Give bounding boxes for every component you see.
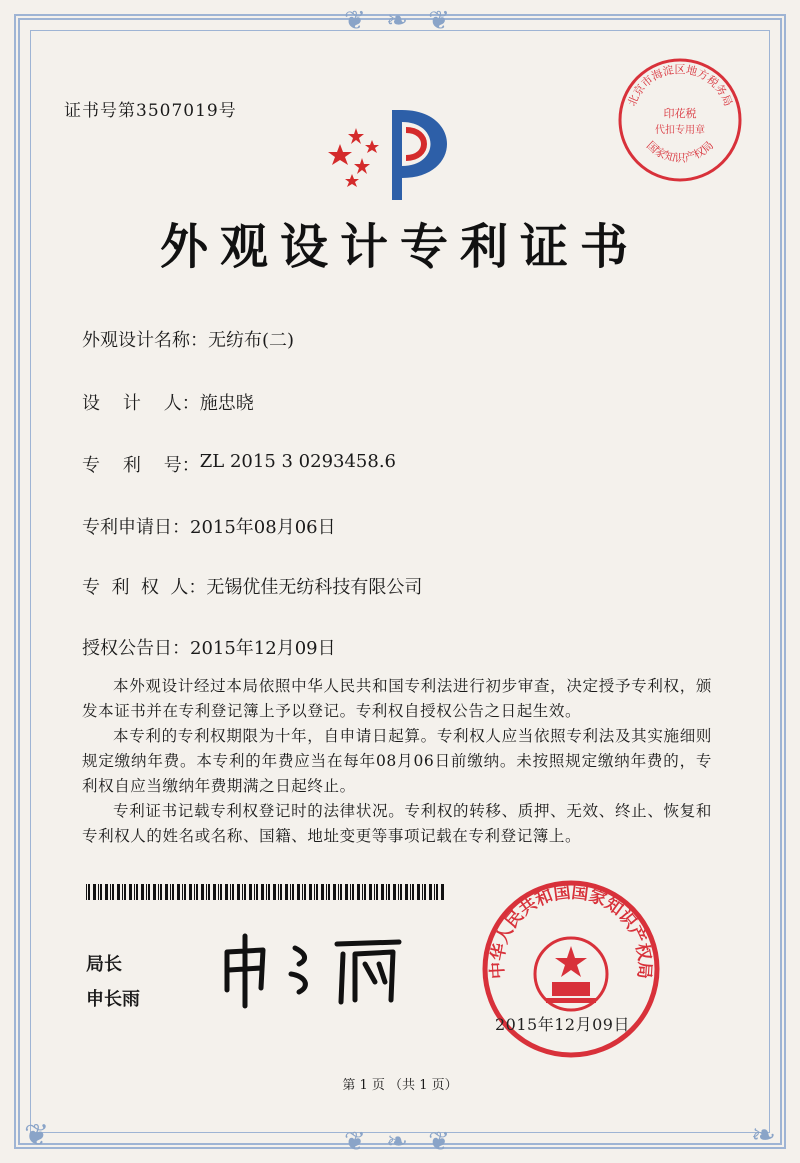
- field-value: 无锡优佳无纺科技有限公司: [206, 577, 423, 598]
- top-ornament-icon: ❦ ❧ ❦: [344, 6, 456, 36]
- corner-ornament-icon: ❦: [24, 1118, 50, 1153]
- field-label: 设 计 人：: [82, 393, 200, 414]
- field-label: 授权公告日：: [82, 638, 190, 659]
- field-label: 专 利 号：: [82, 455, 200, 476]
- bottom-ornament-icon: ❦ ❧ ❦: [344, 1127, 456, 1157]
- svg-text:北京市海淀区地方税务局: [625, 62, 734, 108]
- field-label: 外观设计名称：: [82, 330, 208, 351]
- page-number: 第 1 页 （共 1 页）: [342, 1078, 458, 1093]
- field-label: 专利申请日：: [82, 517, 190, 538]
- field-value: 施忠晓: [199, 393, 254, 414]
- tax-seal-line2: 代扣专用章: [655, 125, 705, 136]
- patent-office-logo-icon: [322, 100, 472, 210]
- svg-text:国家知识产权局: [644, 139, 716, 165]
- field-value: 2015年12月09日: [190, 638, 336, 659]
- barcode-icon: [86, 884, 446, 900]
- body-paragraph: 本外观设计经过本局依照中华人民共和国专利法进行初步审查，决定授予专利权，颁发本证书并在专利登记簿上予以登记。专利权自授权公告之日起生效。: [82, 677, 712, 720]
- field-grant-date: [82, 634, 336, 660]
- tax-seal-outer-text: 北京市海淀区地方税务局: [625, 63, 735, 109]
- body-paragraph: 专利证书记载专利权登记时的法律状况。专利权的转移、质押、无效、终止、恢复和专利权人的姓名或名称、国籍、地址变更等事项记载在专利登记簿上。: [82, 802, 712, 845]
- field-value: 无纺布(二): [208, 330, 295, 351]
- tax-seal-line1: 印花税: [663, 107, 697, 120]
- field-designer: [82, 389, 254, 415]
- field-patentee: [82, 573, 422, 599]
- field-label: 专 利 权 人：: [82, 577, 207, 598]
- director-signature-icon: [215, 930, 415, 1010]
- field-value: ZL 2015 3 0293458.6: [199, 451, 397, 472]
- seal-text: 中华人民共和国国家知识产权局: [487, 882, 655, 980]
- field-patent-number: [82, 451, 396, 477]
- certificate-number: 证书号第3507019号: [64, 101, 237, 121]
- director-name: 申长雨: [86, 989, 140, 1010]
- corner-ornament-icon: ❧: [750, 1118, 776, 1153]
- issue-date: 2015年12月09日: [495, 1015, 630, 1034]
- field-application-date: [82, 513, 336, 539]
- field-design-name: [82, 326, 294, 352]
- certificate-title: 外观设计专利证书: [159, 219, 640, 275]
- tax-seal-bottom-text: 国家知识产权局: [643, 138, 717, 165]
- stamp-duty-seal: [615, 55, 745, 185]
- body-paragraph: 本专利的专利权期限为十年，自申请日起算。专利权人应当依照专利法及其实施细则规定缴纳年费。本专利的年费应当在每年08月06日前缴纳。未按照规定缴纳年费的，专利权自应当缴纳年费期满之日起终止。: [82, 727, 712, 795]
- director-title: 局长: [86, 954, 122, 975]
- certificate-body: [82, 674, 712, 849]
- field-value: 2015年08月06日: [190, 517, 336, 538]
